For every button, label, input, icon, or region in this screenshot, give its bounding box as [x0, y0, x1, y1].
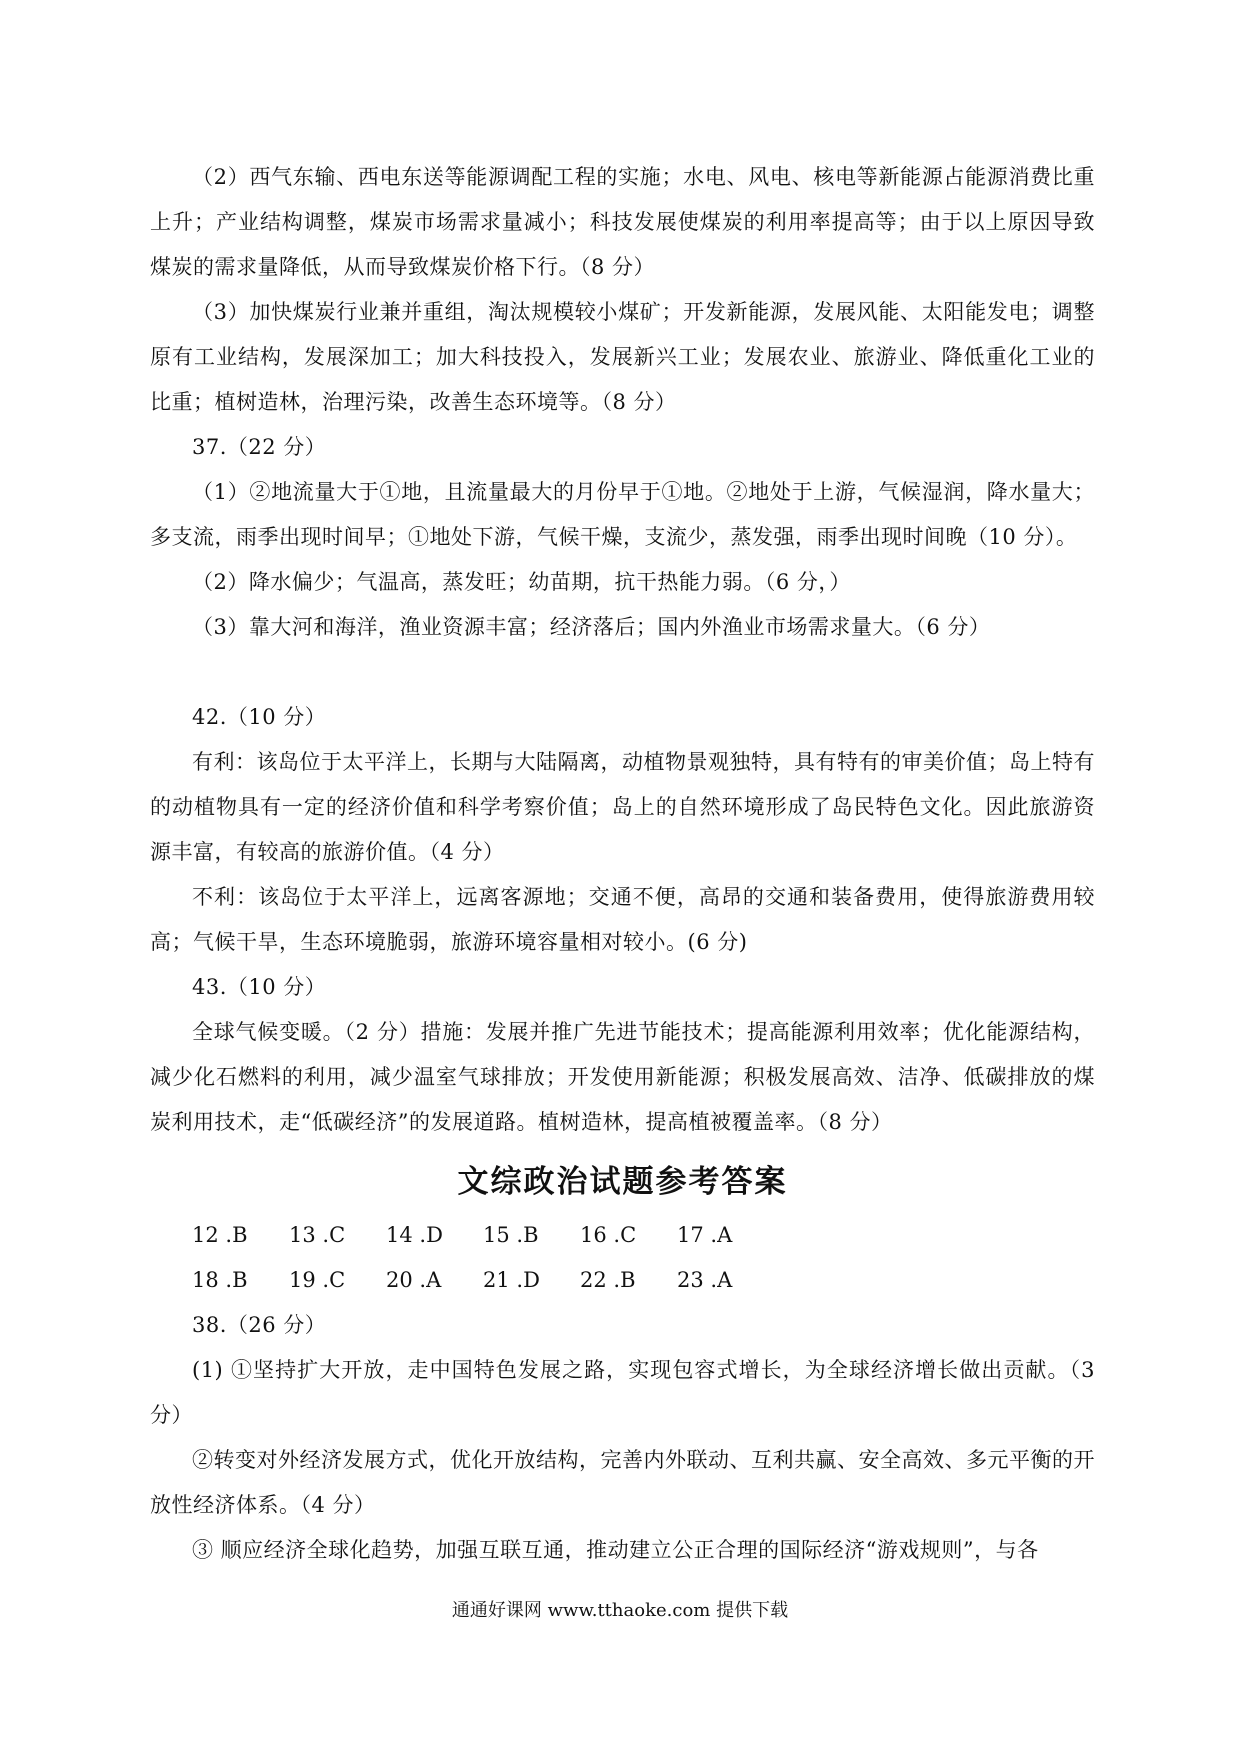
q38-part1-point3: ③ 顺应经济全球化趋势，加强互联互通，推动建立公正合理的国际经济“游戏规则”，与各 — [192, 1538, 1039, 1562]
answer-19: 19 .C — [289, 1268, 346, 1292]
q38-heading: 38.（26 分） — [192, 1313, 327, 1337]
politics-section-title: 文综政治试题参考答案 — [457, 1164, 788, 1200]
answer-17: 17 .A — [677, 1223, 733, 1247]
answer-18: 18 .B — [192, 1268, 248, 1292]
spacer — [150, 650, 1095, 695]
answer-21: 21 .D — [483, 1268, 540, 1292]
q38-part1-point1: (1) ①坚持扩大开放，走中国特色发展之路，实现包容式增长，为全球经济增长做出贡献。（3 分） — [150, 1358, 1095, 1427]
answer-row-1 — [192, 1213, 1095, 1258]
answer-row-2 — [192, 1258, 1095, 1303]
geo36-part2: （2）西气东输、西电东送等能源调配工程的实施；水电、风电、核电等新能源占能源消费比重上升；产业结构调整，煤炭市场需求量减小；科技发展使煤炭的利用率提高等；由于以上原因导致煤炭的需求量降低，从而导致煤炭价格下行。（8 分） — [150, 165, 1095, 279]
answer-23: 23 .A — [677, 1268, 733, 1292]
geo36-part3: （3）加快煤炭行业兼并重组，淘汰规模较小煤矿；开发新能源，发展风能、太阳能发电；调整原有工业结构，发展深加工；加大科技投入，发展新兴工业；发展农业、旅游业、降低重化工业的比重；植树造林，治理污染，改善生态环境等。（8 分） — [150, 300, 1095, 414]
q42-disadvantages: 不利：该岛位于太平洋上，远离客源地；交通不便，高昂的交通和装备费用，使得旅游费用较高；气候干旱，生态环境脆弱，旅游环境容量相对较小。(6 分) — [150, 885, 1095, 954]
page-footer: 通通好课网 www.tthaoke.com 提供下载 — [451, 1600, 789, 1621]
q37-part3: （3）靠大河和海洋，渔业资源丰富；经济落后；国内外渔业市场需求量大。（6 分） — [192, 615, 991, 639]
answer-22: 22 .B — [580, 1268, 636, 1292]
q43-heading: 43.（10 分） — [192, 975, 327, 999]
answer-20: 20 .A — [386, 1268, 442, 1292]
answer-content — [150, 155, 1095, 1573]
q43-answer: 全球气候变暖。（2 分）措施：发展并推广先进节能技术；提高能源利用效率；优化能源结构，减少化石燃料的利用，减少温室气球排放；开发使用新能源；积极发展高效、洁净、低碳排放的煤炭利用技术，走“低碳经济”的发展道路。植树造林，提高植被覆盖率。（8 分） — [150, 1020, 1095, 1134]
answer-16: 16 .C — [580, 1223, 637, 1247]
q37-heading: 37.（22 分） — [192, 435, 327, 459]
q38-part1-point2: ②转变对外经济发展方式，优化开放结构，完善内外联动、互利共赢、安全高效、多元平衡的开放性经济体系。（4 分） — [150, 1448, 1095, 1517]
answer-14: 14 .D — [386, 1223, 443, 1247]
q37-part2: （2）降水偏少；气温高，蒸发旺；幼苗期，抗干热能力弱。（6 分，） — [192, 570, 851, 594]
answer-13: 13 .C — [289, 1223, 346, 1247]
answer-12: 12 .B — [192, 1223, 248, 1247]
q42-heading: 42.（10 分） — [192, 705, 327, 729]
answer-15: 15 .B — [483, 1223, 539, 1247]
q42-advantages: 有利：该岛位于太平洋上，长期与大陆隔离，动植物景观独特，具有特有的审美价值；岛上特有的动植物具有一定的经济价值和科学考察价值；岛上的自然环境形成了岛民特色文化。因此旅游资源丰富，有较高的旅游价值。（4 分） — [150, 750, 1095, 864]
q37-part1: （1）②地流量大于①地，且流量最大的月份早于①地。②地处于上游，气候湿润，降水量大；多支流，雨季出现时间早；①地处下游，气候干燥，支流少，蒸发强，雨季出现时间晚（10 分）。 — [150, 480, 1095, 549]
